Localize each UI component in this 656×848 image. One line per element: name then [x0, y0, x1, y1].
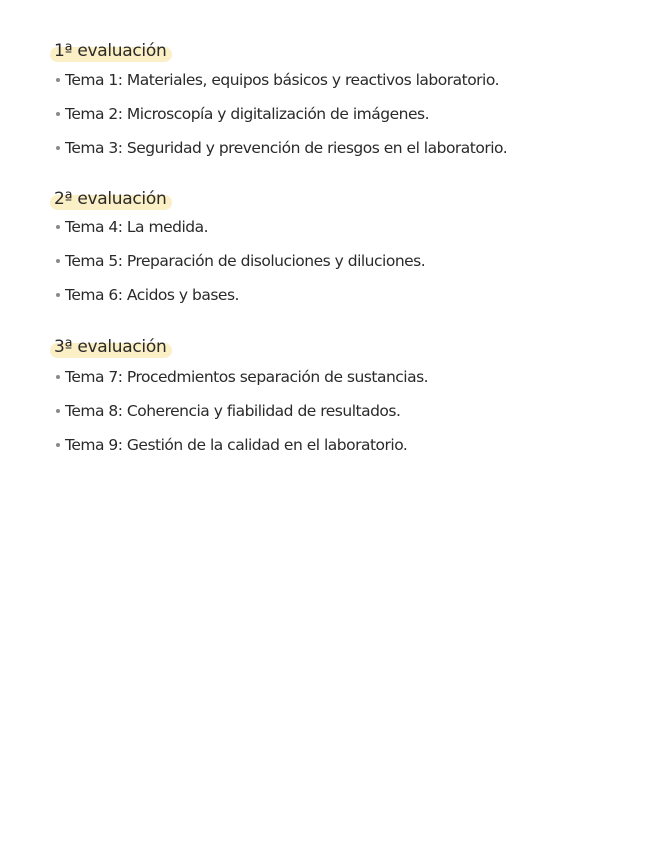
bullet-icon: [56, 293, 60, 297]
topic-item: [50, 394, 610, 428]
bullet-icon: [56, 259, 60, 263]
topic-list: [50, 210, 610, 312]
topic-text: Tema 6: Acidos y bases.: [65, 286, 239, 304]
topic-text: Tema 5: Preparación de disoluciones y diluciones.: [65, 252, 426, 270]
topic-text: Tema 3: Seguridad y prevención de riesgos en el laboratorio.: [65, 139, 508, 157]
topic-list: [50, 63, 610, 165]
topic-text: Tema 2: Microscopía y digitalización de imágenes.: [65, 105, 429, 123]
evaluation-heading: [50, 336, 172, 358]
topic-item: [50, 97, 610, 131]
topic-item: [50, 131, 610, 165]
topic-item: [50, 63, 610, 97]
topic-item: [50, 210, 610, 244]
topic-text: Tema 4: La medida.: [65, 218, 209, 236]
evaluation-heading: [50, 188, 172, 210]
topic-text: Tema 9: Gestión de la calidad en el laboratorio.: [65, 436, 408, 454]
evaluation-section-3: [50, 336, 610, 462]
bullet-icon: [56, 409, 60, 413]
topic-item: [50, 360, 610, 394]
evaluation-heading-text: 3ª evaluación: [54, 337, 167, 357]
topic-item: [50, 278, 610, 312]
bullet-icon: [56, 112, 60, 116]
evaluation-heading-text: 2ª evaluación: [54, 189, 167, 209]
bullet-icon: [56, 146, 60, 150]
evaluation-heading-text: 1ª evaluación: [54, 41, 167, 61]
topic-item: [50, 428, 610, 462]
topic-item: [50, 244, 610, 278]
topic-text: Tema 8: Coherencia y fiabilidad de resultados.: [65, 402, 401, 420]
evaluation-section-2: [50, 188, 610, 312]
evaluation-section-1: [50, 40, 610, 165]
evaluation-heading: [50, 40, 172, 62]
bullet-icon: [56, 225, 60, 229]
bullet-icon: [56, 78, 60, 82]
topic-text: Tema 1: Materiales, equipos básicos y reactivos laboratorio.: [65, 71, 500, 89]
bullet-icon: [56, 375, 60, 379]
topic-list: [50, 360, 610, 462]
topic-text: Tema 7: Procedmientos separación de sustancias.: [65, 368, 429, 386]
bullet-icon: [56, 443, 60, 447]
